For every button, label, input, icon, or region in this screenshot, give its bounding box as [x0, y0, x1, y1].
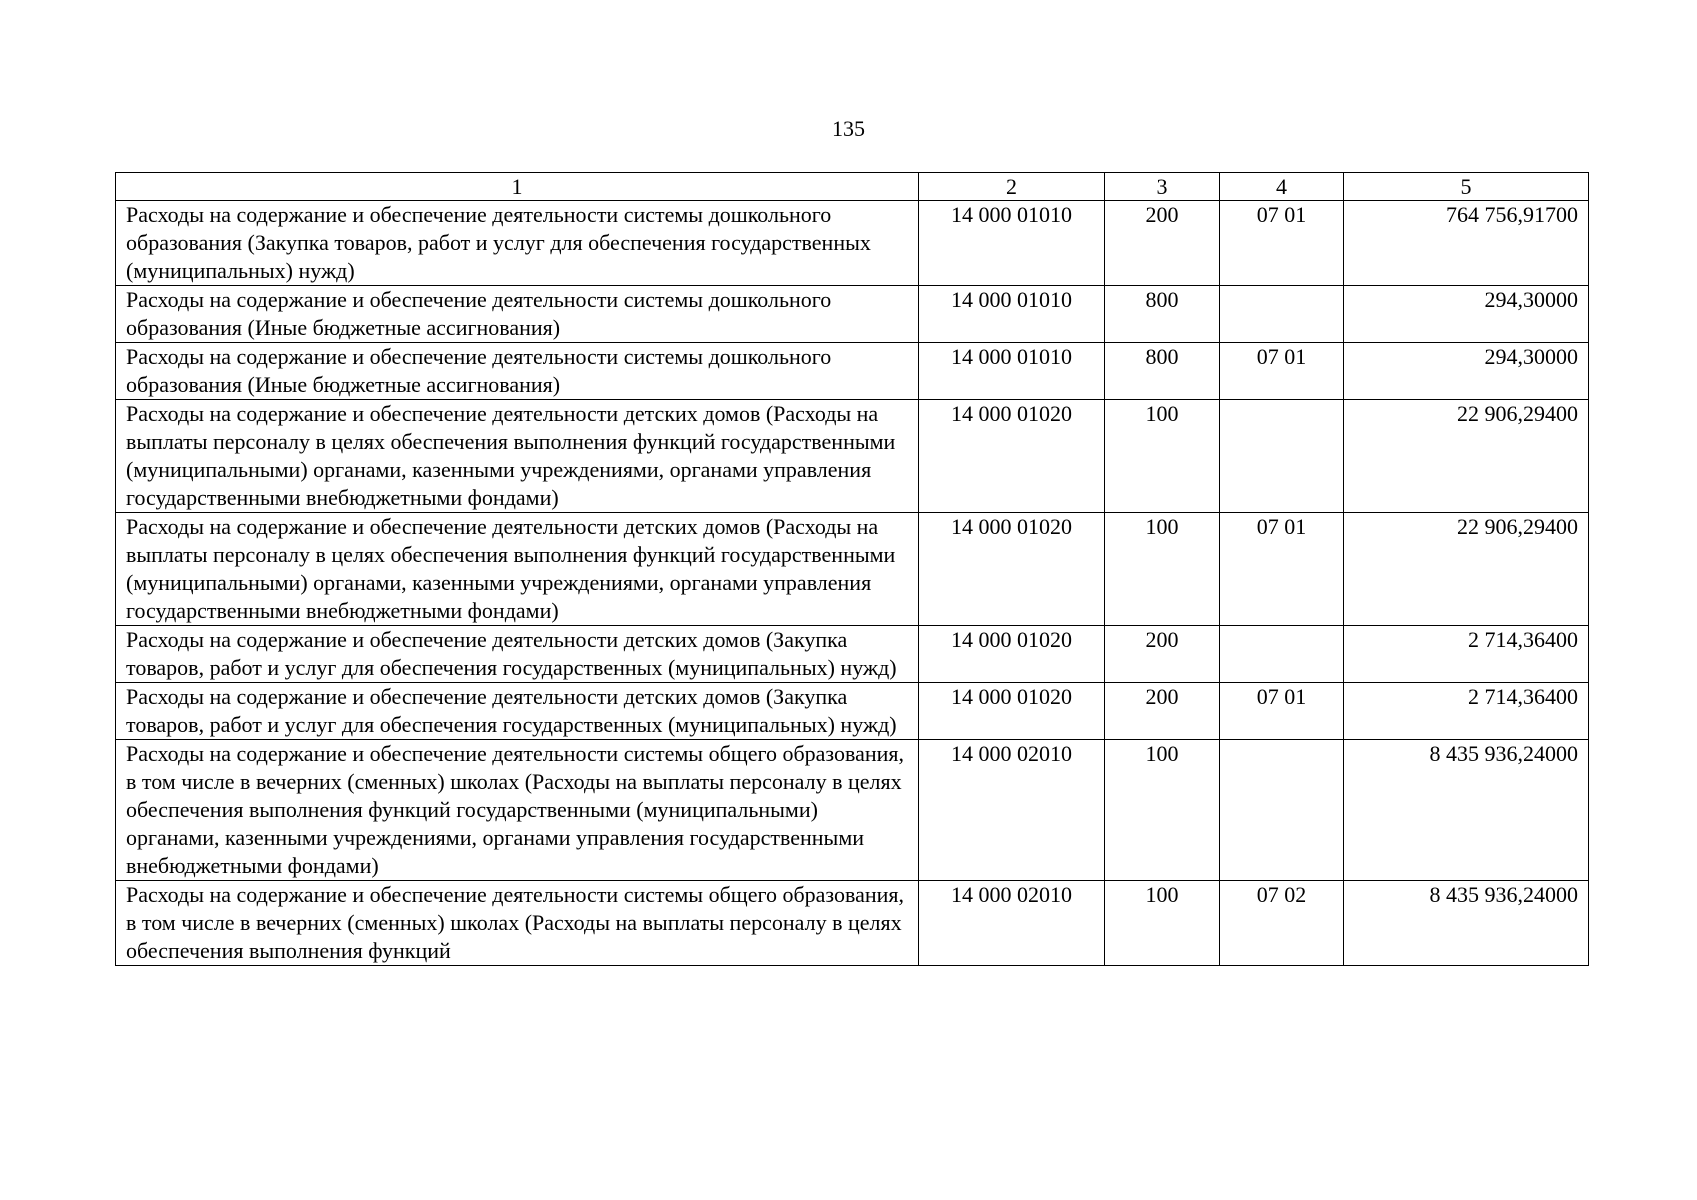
- section-code-cell: 07 01: [1220, 683, 1344, 740]
- table-row: [116, 683, 1589, 740]
- expense-name-cell: Расходы на содержание и обеспечение деятельности детских домов (Закупка товаров, работ и услуг для обеспечения государственных (муниципальных) нужд): [116, 683, 919, 740]
- expense-name-cell: Расходы на содержание и обеспечение деятельности системы дошкольного образования (Иные бюджетные ассигнования): [116, 343, 919, 400]
- column-header-3: 3: [1105, 173, 1220, 201]
- expense-type-code-cell: 800: [1105, 286, 1220, 343]
- expense-type-code-cell: 100: [1105, 400, 1220, 513]
- section-code-cell: 07 01: [1220, 201, 1344, 286]
- expense-type-code-cell: 100: [1105, 740, 1220, 881]
- expense-name-cell: Расходы на содержание и обеспечение деятельности детских домов (Закупка товаров, работ и услуг для обеспечения государственных (муниципальных) нужд): [116, 626, 919, 683]
- target-article-code-cell: 14 000 01010: [919, 201, 1105, 286]
- column-header-5: 5: [1344, 173, 1589, 201]
- expense-name-cell: Расходы на содержание и обеспечение деятельности системы общего образования, в том числе в вечерних (сменных) школах (Расходы на выплаты персоналу в целях обеспечения выполнения функций государственными (муниципальными) органами, казенными учреждениями, органами управления государственными внебюджетными фондами): [116, 740, 919, 881]
- section-code-cell: [1220, 286, 1344, 343]
- table-row: [116, 286, 1589, 343]
- target-article-code-cell: 14 000 01020: [919, 400, 1105, 513]
- target-article-code-cell: 14 000 01010: [919, 343, 1105, 400]
- expense-name-cell: Расходы на содержание и обеспечение деятельности системы дошкольного образования (Закупка товаров, работ и услуг для обеспечения государственных (муниципальных) нужд): [116, 201, 919, 286]
- amount-cell: 22 906,29400: [1344, 513, 1589, 626]
- column-header-1: 1: [116, 173, 919, 201]
- amount-cell: 2 714,36400: [1344, 683, 1589, 740]
- amount-cell: 294,30000: [1344, 286, 1589, 343]
- table-header-row: [116, 173, 1589, 201]
- table-row: [116, 881, 1589, 966]
- expense-type-code-cell: 200: [1105, 626, 1220, 683]
- section-code-cell: 07 01: [1220, 343, 1344, 400]
- expense-type-code-cell: 800: [1105, 343, 1220, 400]
- amount-cell: 2 714,36400: [1344, 626, 1589, 683]
- expense-type-code-cell: 200: [1105, 683, 1220, 740]
- amount-cell: 22 906,29400: [1344, 400, 1589, 513]
- section-code-cell: [1220, 626, 1344, 683]
- expense-name-cell: Расходы на содержание и обеспечение деятельности системы общего образования, в том числе в вечерних (сменных) школах (Расходы на выплаты персоналу в целях обеспечения выполнения функций: [116, 881, 919, 966]
- expense-name-cell: Расходы на содержание и обеспечение деятельности детских домов (Расходы на выплаты персоналу в целях обеспечения выполнения функций государственными (муниципальными) органами, казенными учреждениями, органами управления государственными внебюджетными фондами): [116, 513, 919, 626]
- expense-type-code-cell: 200: [1105, 201, 1220, 286]
- target-article-code-cell: 14 000 01010: [919, 286, 1105, 343]
- table-row: [116, 201, 1589, 286]
- target-article-code-cell: 14 000 02010: [919, 740, 1105, 881]
- table-row: [116, 626, 1589, 683]
- section-code-cell: [1220, 400, 1344, 513]
- column-header-4: 4: [1220, 173, 1344, 201]
- table-row: [116, 343, 1589, 400]
- expense-name-cell: Расходы на содержание и обеспечение деятельности системы дошкольного образования (Иные бюджетные ассигнования): [116, 286, 919, 343]
- target-article-code-cell: 14 000 02010: [919, 881, 1105, 966]
- expense-name-cell: Расходы на содержание и обеспечение деятельности детских домов (Расходы на выплаты персоналу в целях обеспечения выполнения функций государственными (муниципальными) органами, казенными учреждениями, органами управления государственными внебюджетными фондами): [116, 400, 919, 513]
- amount-cell: 294,30000: [1344, 343, 1589, 400]
- table-row: [116, 513, 1589, 626]
- table-row: [116, 740, 1589, 881]
- expense-type-code-cell: 100: [1105, 881, 1220, 966]
- amount-cell: 8 435 936,24000: [1344, 740, 1589, 881]
- amount-cell: 8 435 936,24000: [1344, 881, 1589, 966]
- section-code-cell: 07 01: [1220, 513, 1344, 626]
- table-row: [116, 400, 1589, 513]
- amount-cell: 764 756,91700: [1344, 201, 1589, 286]
- column-header-2: 2: [919, 173, 1105, 201]
- target-article-code-cell: 14 000 01020: [919, 626, 1105, 683]
- section-code-cell: 07 02: [1220, 881, 1344, 966]
- section-code-cell: [1220, 740, 1344, 881]
- target-article-code-cell: 14 000 01020: [919, 683, 1105, 740]
- target-article-code-cell: 14 000 01020: [919, 513, 1105, 626]
- expense-type-code-cell: 100: [1105, 513, 1220, 626]
- budget-expenses-table: [115, 172, 1589, 966]
- page-number: 135: [832, 116, 865, 141]
